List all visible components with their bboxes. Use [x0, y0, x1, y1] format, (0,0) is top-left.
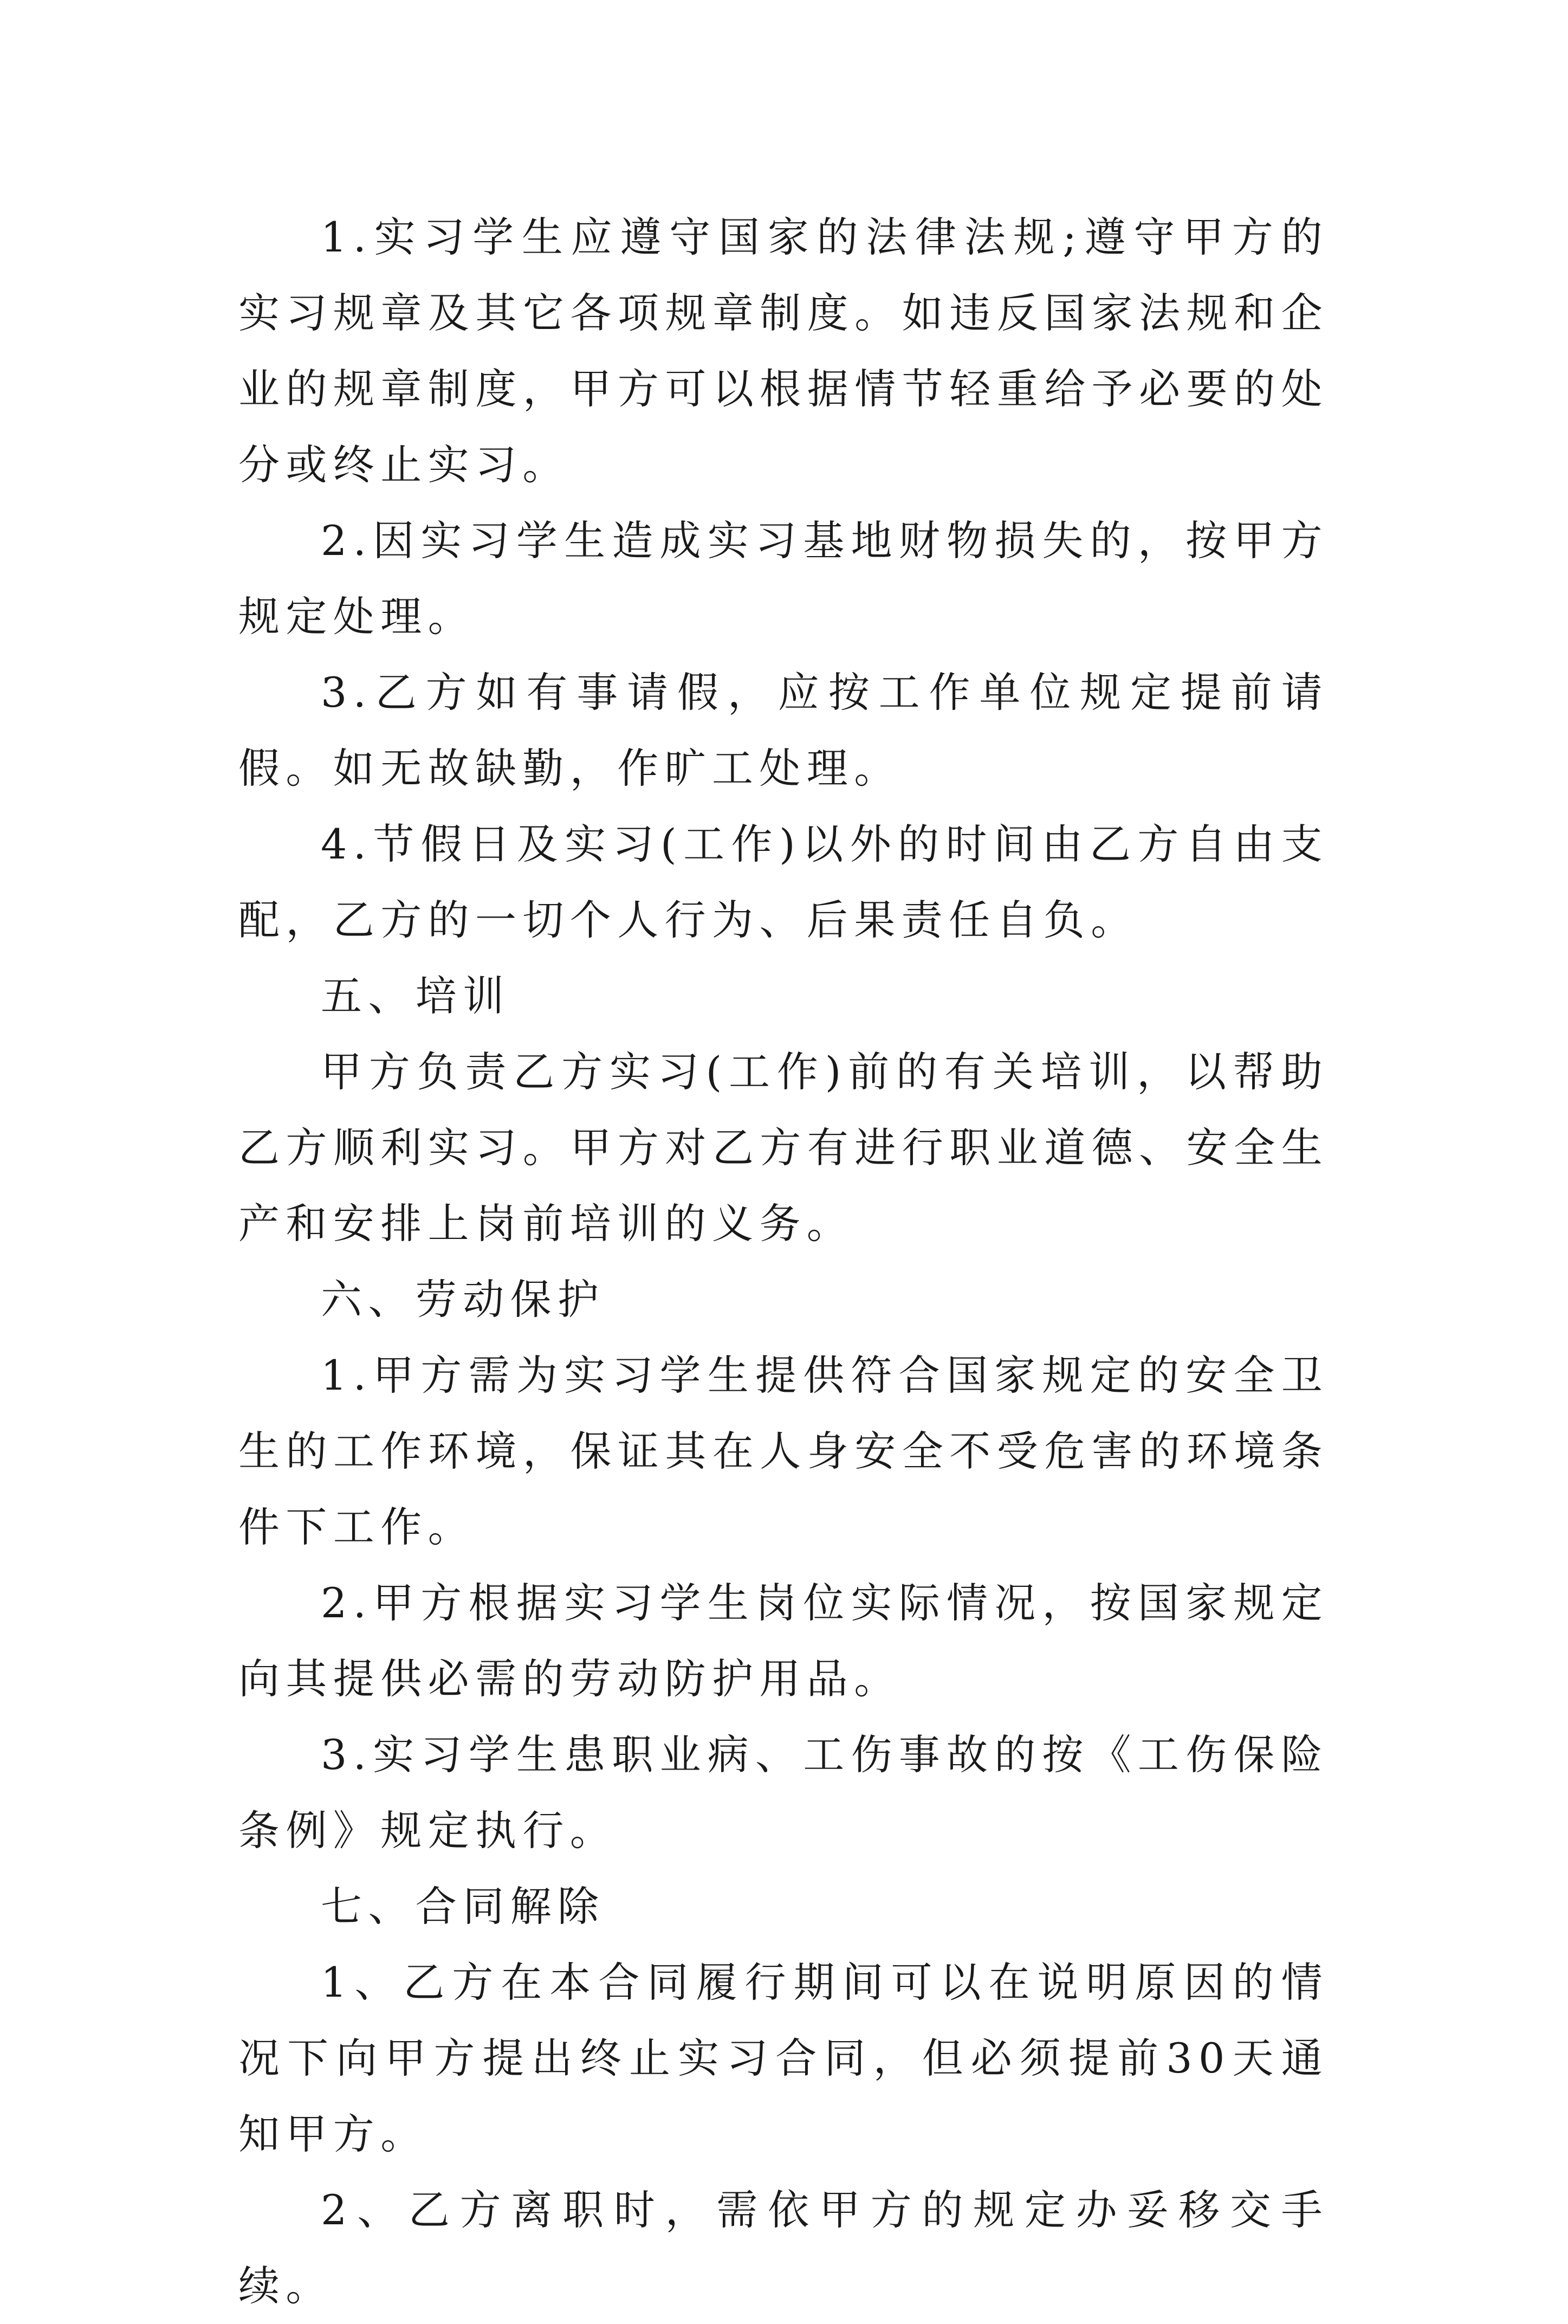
clause-7-1: 1、乙方在本合同履行期间可以在说明原因的情况下向甲方提出终止实习合同，但必须提前30天通知甲方。	[238, 1958, 1329, 2158]
document-body	[238, 199, 1329, 2324]
section-heading-contract-termination: 七、合同解除	[321, 1882, 605, 1931]
section-heading-labor-protection: 六、劳动保护	[321, 1275, 605, 1324]
training-paragraph: 甲方负责乙方实习(工作)前的有关培训，以帮助乙方顺利实习。甲方对乙方有进行职业道德、安全生产和安排上岗前培训的义务。	[238, 1048, 1329, 1248]
clause-6-3: 3.实习学生患职业病、工伤事故的按《工伤保险条例》规定执行。	[238, 1731, 1329, 1855]
section-heading-training: 五、培训	[321, 972, 510, 1020]
clause-7-2: 2、乙方离职时，需依甲方的规定办妥移交手续。	[238, 2186, 1329, 2310]
clause-6-2: 2.甲方根据实习学生岗位实际情况，按国家规定向其提供必需的劳动防护用品。	[238, 1579, 1329, 1703]
clause-6-1: 1.甲方需为实习学生提供符合国家规定的安全卫生的工作环境，保证其在人身安全不受危害的环境条件下工作。	[238, 1351, 1329, 1551]
clause-4-1: 1.实习学生应遵守国家的法律法规;遵守甲方的实习规章及其它各项规章制度。如违反国家法规和企业的规章制度，甲方可以根据情节轻重给予必要的处分或终止实习。	[238, 213, 1329, 489]
clause-4-2: 2.因实习学生造成实习基地财物损失的，按甲方规定处理。	[238, 517, 1329, 641]
clause-4-4: 4.节假日及实习(工作)以外的时间由乙方自由支配，乙方的一切个人行为、后果责任自负。	[238, 820, 1329, 944]
clause-4-3: 3.乙方如有事请假，应按工作单位规定提前请假。如无故缺勤，作旷工处理。	[238, 668, 1329, 792]
